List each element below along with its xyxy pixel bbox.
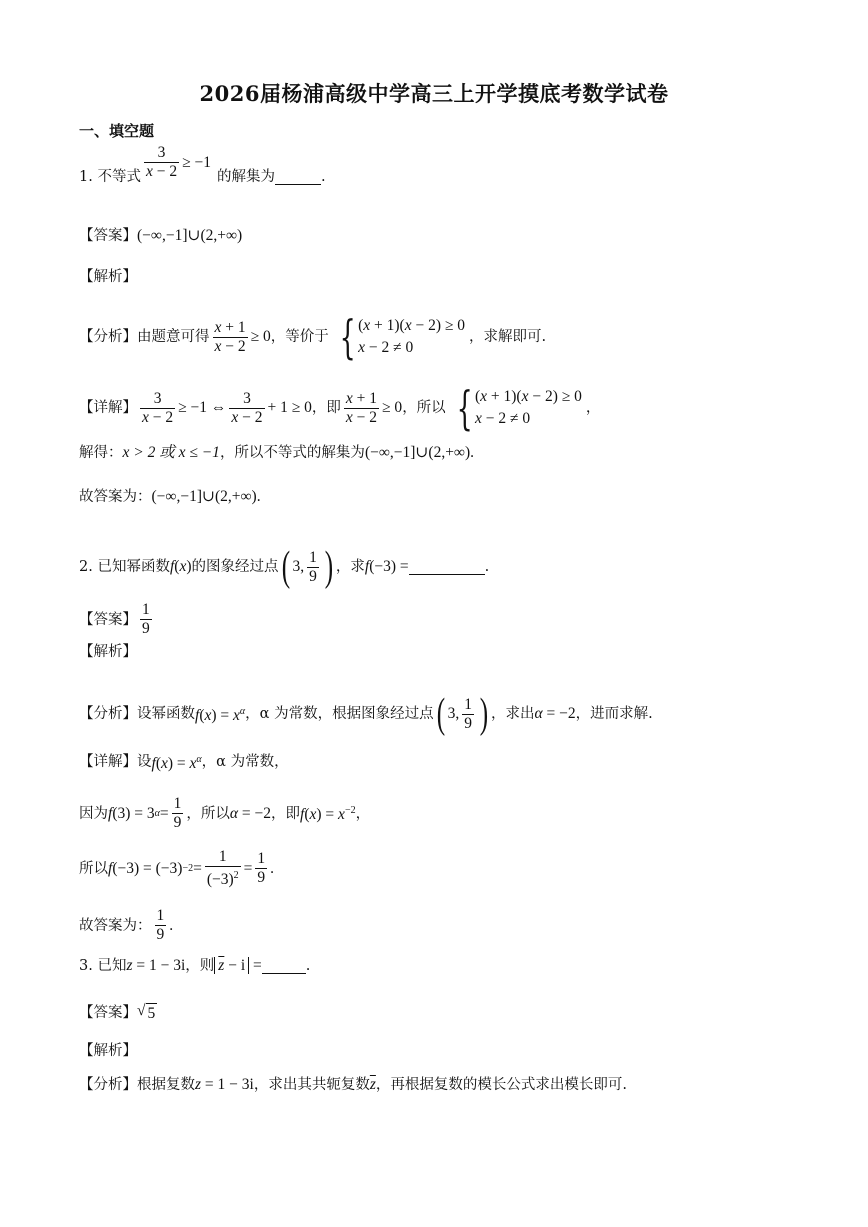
q2-detail: 【详解】 设 $f(x) = x^\alpha$ ，α 为常数，	[79, 754, 289, 773]
q1-solve: 解得： x > 2 或 x ≤ −1 ，所以不等式的解集为 (−∞,−1]∪(2,+∞).	[79, 444, 475, 461]
answer-blank	[409, 559, 485, 575]
section-heading: 一、填空题	[79, 122, 155, 140]
q2-fenxi: 【分析】 设幂函数 $f(x) = x^\alpha$ ，α 为常数，根据图象经过点 ( 3, $\frac{1}{9}$ ) ，求出 α = −2 ，进而求解.	[79, 691, 653, 737]
page-title: 2026届杨浦高级中学高三上开学摸底考数学试卷	[199, 81, 669, 106]
q2-answer-line: 【答案】 $\frac{1}{9}$	[79, 601, 150, 637]
q3-answer: √ 5	[137, 1002, 156, 1022]
q1-final: 故答案为： (−∞,−1]∪(2,+∞).	[79, 488, 261, 505]
answer-blank	[275, 169, 321, 185]
q2-final: 故答案为： $\frac{1}{9}$ .	[79, 907, 174, 943]
q2-stem: 2. 已知幂函数 f(x) 的图象经过点 ( 3, $\frac{1}{9}$ ) ，求 f(−3) = .	[79, 544, 490, 590]
q1-analysis-label: 【解析】	[79, 269, 137, 285]
q1-stem: 1. 不等式 $\frac{3}{x - 2}$ ≥ −1 的解集为 .	[79, 144, 326, 185]
q1-detail: 【详解】 $\frac{3}{x - 2}$ ≥ −1 ⇔ $\frac{3}{x - 2}$ + 1 ≥ 0 ，即 $\frac{x + 1}{x - 2}$ ≥ 0 ，所以 { (x + 1)(x − 2) ≥ 0 x − 2 ≠ 0 ，	[79, 381, 601, 435]
q2-detail-line2: 因为 f (3) = 3 α = $\frac{1}{9}$ ，所以 α = −2 ，即 $f(x) = x^{-2}$ ，	[79, 795, 371, 831]
q2-answer: $\frac{1}{9}$	[142, 601, 150, 637]
q3-fenxi: 【分析】 根据复数 z = 1 − 3i ，求出其共轭复数 $\overline{z}$ ，再根据复数的模长公式求出模长即可.	[79, 1076, 627, 1093]
q1-answer-line: 【答案】 (−∞,−1]∪(2,+∞)	[79, 227, 243, 244]
q1-fenxi: 【分析】 由题意可得 $\frac{x + 1}{x - 2}$ ≥ 0 ，等价于 { (x + 1)(x − 2) ≥ 0 x − 2 ≠ 0 ，求解即可.	[79, 310, 547, 364]
q1-inequality: $\frac{3}{x - 2}$ ≥ −1	[145, 144, 211, 180]
q3-answer-line: 【答案】 √ 5	[79, 1002, 156, 1022]
q3-stem: 3. 已知 z = 1 − 3i ，则 $\overline{z} - i$ = .	[79, 957, 311, 974]
q2-detail-line3: 所以 f (−3) = (−3) −2 = $\frac{1}{(-3)^2}$ = $\frac{1}{9}$ .	[79, 848, 275, 889]
q2-analysis-label: 【解析】	[79, 644, 137, 660]
q3-analysis-label: 【解析】	[79, 1043, 137, 1059]
q1-answer: (−∞,−1]∪(2,+∞)	[137, 227, 243, 244]
answer-blank	[262, 958, 306, 974]
